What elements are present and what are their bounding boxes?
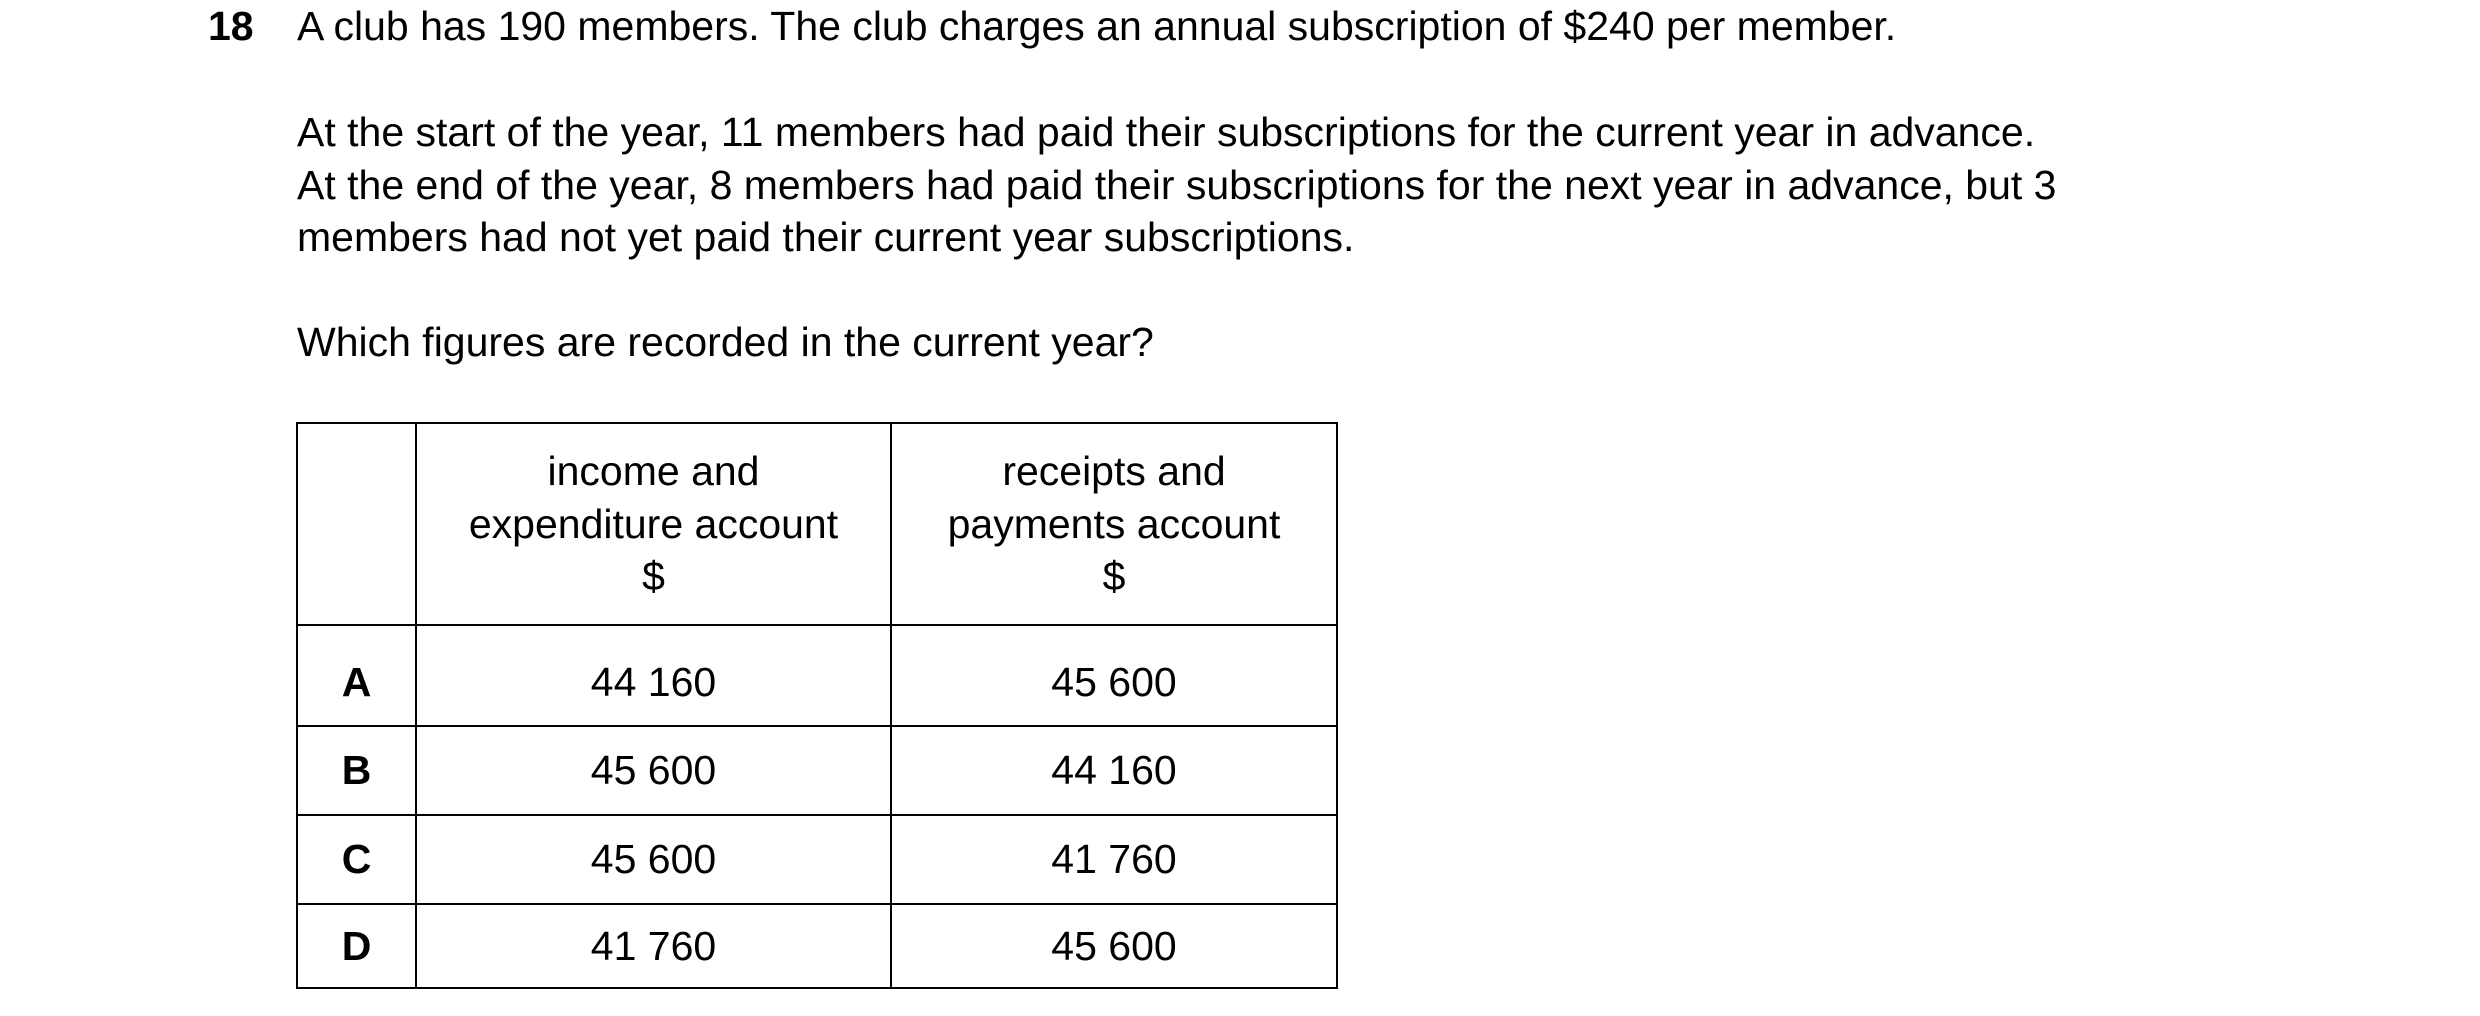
option-rp-value: 41 760 — [891, 815, 1337, 904]
header-rp-currency: $ — [1102, 553, 1126, 600]
option-rp-value: 45 600 — [891, 904, 1337, 988]
question-prompt: Which figures are recorded in the current year? — [297, 319, 1154, 365]
header-ie-currency: $ — [642, 553, 665, 600]
question-context — [297, 106, 2056, 264]
option-ie-value: 41 760 — [416, 904, 891, 988]
option-row-b[interactable] — [297, 726, 1337, 815]
question-intro: A club has 190 members. The club charges an annual subscription of $240 per member. — [297, 3, 1897, 49]
options-table — [296, 422, 1338, 989]
option-letter: B — [297, 726, 416, 815]
option-ie-value: 44 160 — [416, 625, 891, 726]
option-rp-value: 45 600 — [891, 625, 1337, 726]
option-rp-value: 44 160 — [891, 726, 1337, 815]
table-header-row — [297, 423, 1337, 625]
option-row-d[interactable] — [297, 904, 1337, 988]
option-letter: D — [297, 904, 416, 988]
header-ie-line-2: expenditure account — [468, 500, 839, 547]
option-ie-value: 45 600 — [416, 726, 891, 815]
header-receipts-payments — [891, 423, 1337, 625]
option-letter: A — [297, 625, 416, 726]
context-line-1: At the start of the year, 11 members had paid their subscriptions for the current year in advance. — [297, 109, 2036, 155]
option-ie-value: 45 600 — [416, 815, 891, 904]
header-income-expenditure — [416, 423, 891, 625]
header-empty-cell — [297, 423, 416, 625]
option-letter: C — [297, 815, 416, 904]
header-rp-line-1: receipts and — [1002, 448, 1226, 495]
question-number: 18 — [208, 3, 254, 49]
option-row-c[interactable] — [297, 815, 1337, 904]
context-line-3: members had not yet paid their current year subscriptions. — [297, 214, 1355, 260]
option-row-a[interactable] — [297, 625, 1337, 726]
header-ie-line-1: income and — [547, 448, 760, 495]
context-line-2: At the end of the year, 8 members had paid their subscriptions for the next year in advance, but 3 — [297, 161, 2057, 208]
header-rp-line-2: payments account — [947, 500, 1281, 547]
